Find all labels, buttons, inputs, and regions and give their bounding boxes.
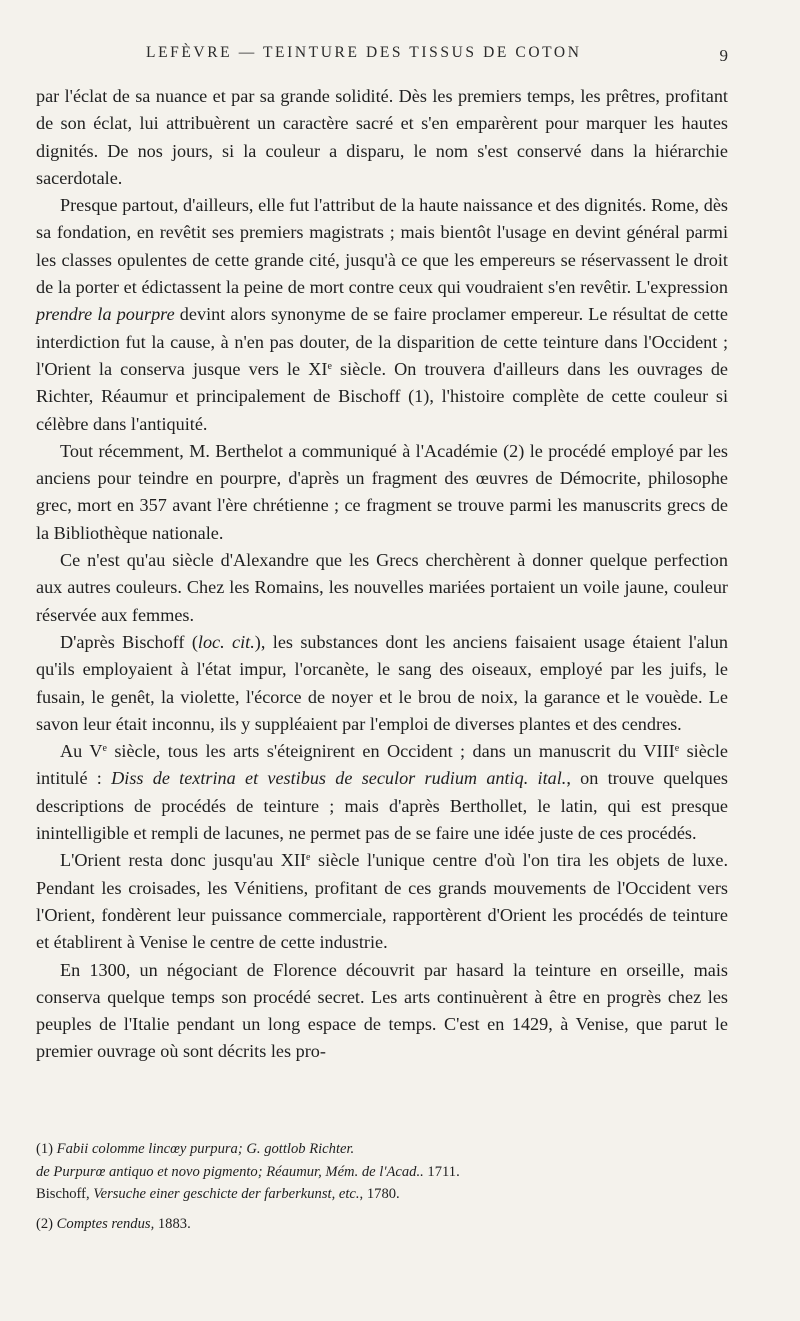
- paragraph-text: L'Orient resta donc jusqu'au XII: [60, 850, 307, 871]
- page-number: 9: [719, 46, 728, 65]
- paragraph: [36, 438, 728, 547]
- footnote-text: Bischoff,: [36, 1186, 94, 1202]
- paragraph-text: ), les substances dont les anciens faisaient usage étaient l'alun qu'ils employaient à l'état impur, l'orcanète, le sang des oiseaux, employé par les juifs, le fusain, le genêt, la violette, l'écorce de noyer et le brou de noix, la garance et le vouède. Le savon leur était inconnu, ils y suppléaient par l'emploi de diverses plantes et des cendres.: [36, 631, 728, 734]
- footnote-text: , 1780.: [359, 1186, 400, 1202]
- paragraph-text: siècle intitulé :: [36, 741, 728, 789]
- paragraph-text: En 1300, un négociant de Florence découvrit par hasard la teinture en orseille, mais conserva quelque temps son procédé secret. Les arts continuèrent à être en progrès chez les peuples de l'Italie pendant un long espace de temps. C'est en 1429, à Venise, que parut le premier ouvrage où sont décrits les pro-: [36, 959, 728, 1062]
- superscript: e: [674, 743, 680, 755]
- paragraph: [36, 547, 728, 629]
- footnote-marker: (1): [36, 1141, 57, 1157]
- paragraph: [36, 957, 728, 1066]
- italic-phrase: loc. cit.: [197, 631, 255, 652]
- footnote-text: de Purpurœ antiquo et novo pigmento; Réaumur, Mém. de l'Acad..: [36, 1163, 428, 1180]
- italic-phrase: Diss de textrina et vestibus de seculor rudium antiq. ital.: [111, 768, 567, 789]
- superscript: e: [327, 360, 332, 372]
- paragraph-text: siècle l'unique centre d'où l'on tira les objets de luxe. Pendant les croisades, les Vénitiens, profitant de ces grands mouvements de l'Occident vers l'Orient, fondèrent leur puissance commerciale, rapportèrent d'Orient les procédés de teinture et établirent à Venise le centre de cette industrie.: [36, 850, 729, 953]
- paragraph: [36, 192, 728, 438]
- paragraph-text: Tout récemment, M. Berthelot a communiqué à l'Académie (2) le procédé employé par les anciens pour teindre en pourpre, d'après un fragment des œuvres de Démocrite, philosophe grec, mort en 357 avant l'ère chrétienne ; ce fragment se trouve parmi les manuscrits grecs de la Bibliothèque nationale.: [36, 440, 728, 543]
- paragraph: [36, 83, 728, 192]
- paragraph: [36, 847, 728, 956]
- paragraph: [36, 738, 728, 847]
- footnote-2: [36, 1213, 728, 1236]
- paragraph-text: siècle, tous les arts s'éteignirent en Occident ; dans un manuscrit du VIII: [106, 741, 675, 762]
- paragraph-text: par l'éclat de sa nuance et par sa grande solidité. Dès les premiers temps, les prêtres, profitant de son éclat, lui attribuèrent un caractère sacré et s'en emparèrent pour marquer les hautes dignités. De nos jours, si la couleur a disparu, le nom s'est conservé dans la hiérarchie sacerdotale.: [36, 86, 728, 188]
- superscript: e: [306, 852, 311, 864]
- footnote-text: 1711.: [427, 1163, 460, 1180]
- paragraph-text: Ce n'est qu'au siècle d'Alexandre que les Grecs cherchèrent à donner quelque perfection aux autres couleurs. Chez les Romains, les nouvelles mariées portaient un voile jaune, couleur réservée aux femmes.: [36, 550, 728, 625]
- footnote-text: Versuche einer geschicte der farberkunst, etc.: [93, 1186, 360, 1202]
- footnotes: [36, 1138, 728, 1235]
- running-title: LEFÈVRE — TEINTURE DES TISSUS DE COTON: [146, 44, 582, 61]
- paragraph-text: devint alors synonyme de se faire proclamer empereur. Le résultat de cette interdiction fut la cause, à n'en pas douter, de la disparition de cette teinture dans l'Occident ; l'Orient la conserva jusque vers le XI: [36, 304, 728, 379]
- italic-phrase: prendre la pourpre: [36, 304, 175, 325]
- paragraph: [36, 629, 728, 738]
- paragraph-text: D'après Bischoff (: [60, 631, 198, 652]
- footnote-1-line-1: [36, 1138, 728, 1161]
- page-header: [36, 38, 728, 68]
- paragraph-text: , on trouve quelques descriptions de procédés de teinture ; mais d'après Berthollet, le latin, qui est presque inintelligible et rempli de lacunes, ne permet pas de se faire une idée juste de ces procédés.: [36, 768, 728, 844]
- footnote-1-line-3: [36, 1183, 728, 1206]
- footnote-marker: (2): [36, 1215, 57, 1232]
- footnote-1-line-2: [36, 1161, 728, 1184]
- paragraph-text: Presque partout, d'ailleurs, elle fut l'attribut de la haute naissance et des dignités. Rome, dès sa fondation, en revêtit ses premiers magistrats ; mais bientôt l'usage en devint général parmi les classes opulentes de cette grande cité, jusqu'à ce que les empereurs se réservassent le droit de la porter et édictassent la peine de mort contre ceux qui voudraient s'en revêtir. L'expression: [36, 195, 728, 298]
- body-text: [36, 83, 728, 1066]
- footnote-text: 1883.: [154, 1215, 191, 1232]
- paragraph-text: siècle. On trouvera d'ailleurs dans les ouvrages de Richter, Réaumur et principalement de Bischoff (1), l'histoire complète de cette couleur si célèbre dans l'antiquité.: [36, 358, 728, 434]
- footnote-text: Fabii colomme lincœy purpura; G. gottlob Richter.: [56, 1141, 355, 1157]
- superscript: e: [102, 743, 107, 755]
- paragraph-text: Au V: [60, 741, 103, 762]
- footnote-text: Comptes rendus,: [56, 1215, 155, 1232]
